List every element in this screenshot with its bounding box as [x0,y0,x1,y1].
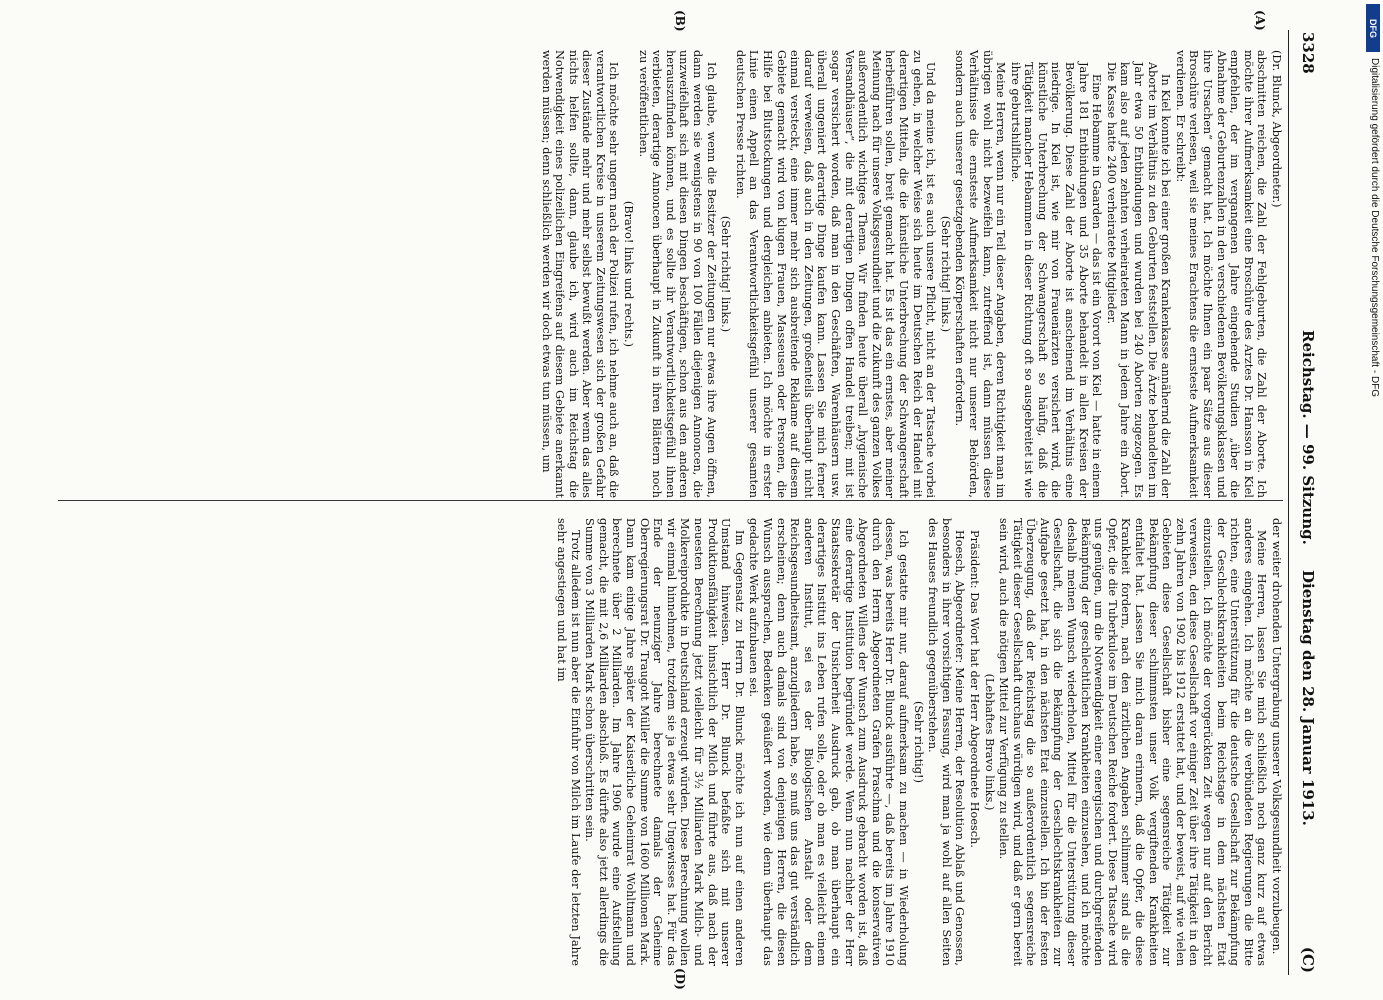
paragraph: Meine Herren, wenn nur ein Teil dieser Angaben, deren Richtigkeit man im übrigen wohl nicht bezweifeln kann, zutreffend ist, dann müssen diese Verhältnisse die ernsteste Aufmerksamkeit nicht nur unserer Behörden, sondern auch unserer gesetzgebenden Körperschaften erfordern. [953,50,1008,498]
paragraph: Hoesch, Abgeordneter: Meine Herren, der Resolution Ablaß und Genossen, besonders in ihrer vorsichtigen Fassung, wird man ja wohl auf allen Seiten des Hauses freundlich gegenüberstehen. [926,518,967,966]
margin-mark-b: (B) [673,10,687,32]
paragraph: Ich glaube, wenn die Besitzer der Zeitungen nur etwas ihre Augen öffnen, dann werden sie wenigstens in 90 von 100 Fällen diejenigen Annoncen, die unzweifelhaft sich mit diesen Dingen beschäftigen, schon aus den anderen herauszufinden können, und es sollte ihr Verantwortlichkeitsgefühl ihnen verbieten, derartige Annoncen überhaupt in Zukunft in ihren Blättern noch zu veröffentlichen. [636,50,718,498]
paragraph: Eine Hebamme in Gaarden — das ist ein Vorort von Kiel — hatte in einem Jahre 181 Entbindungen und 35 Aborte behandelt in allen Kreisen der Bevölkerung. Diese Zahl der Aborte ist anscheinend im Verhältnis eine niedrige. In Kiel ist, wie mir von Frauenärzten versichert wird, die künstliche Unterbrechung der Schwangerschaft so häufig, daß die Tätigkeit mancher Hebammen in dieser Richtung oft so ausgebreitet ist wie ihre geburtshilfliche. [1008,62,1104,498]
paragraph: (Sehr richtig! links.) [938,215,952,333]
digitization-note: Digitalisierung gefördert durch die Deutsche Forschungsgemeinschaft - DFG [1369,58,1380,398]
paragraph: (Bravo! links und rechts.) [622,200,636,348]
dfg-logo: DFG [1366,4,1380,52]
session-date: Dienstag den 28. Januar 1913. [1299,570,1317,826]
right-column [58,518,1283,966]
paragraph: In Kiel konnte ich bei einer großen Krankenkasse annähernd die Zahl der Aborte im Verhältnis zu den Geburten feststellen. Die Ärzte behandelten im Jahr etwa 50 Entbindungen und wurden bei 240 Aborten zugezogen. Es kam also auf jeden zehnten verheirateten Mann in jedem Jahre ein Abort. Die Kasse hatte 2400 verheiratete Mitglieder. [1104,62,1173,498]
paragraph: Ich gestatte mir nur, darauf aufmerksam zu machen — in Wiederholung dessen, was bereits Herr Dr. Blunck ausführte —, daß bereits im Jahre 1910 durch den Herrn Abgeordneten Grafen Praschma und die konservativen Abgeordneten Willens der Wunsch zum Ausdruck gebracht worden ist, daß eine derartige Institution begründet werde. Wenn nun nachher der Herr Staatssekretär der Unsicherheit Ausdruck gab, ob man überhaupt ein derartiges Institut ins Leben rufen solle, oder ob man es vielleicht einem anderen Institut, sei es der Biologischen Anstalt oder dem Reichsgesundheitsamt, anzugliedern habe, so muß uns das gut verständlich erscheinen; denn auch damals sind von denjenigen Herren, die diesen Wunsch aussprachen, Bedenken geäußert worden, wie denn überhaupt das gedachte Werk aufzubauen sei. [747,518,910,966]
paragraph: Meine Herren, lassen Sie mich schließlich noch ganz kurz auf etwas anderes eingehen. Ich möchte an die verbündeten Regierungen die Bitte richten, eine Unterstützung für die deutsche Gesellschaft zur Bekämpfung der Geschlechtskrankheiten beim Reichstage in dem nächsten Etat einzustellen. Ich möchte der vorgerückten Zeit wegen nur auf den Bericht verweisen, den diese Gesellschaft vor einiger Zeit über ihre Tätigkeit in den zehn Jahren von 1902 bis 1912 erstattet hat, und der beweist, auf wie vielen Gebieten diese Gesellschaft bisher eine segensreiche Tätigkeit zur Bekämpfung dieser schlimmsten unser Volk vergiftenden Krankheiten entfaltet hat. Lassen Sie mich daran erinnern, daß die Opfer, die diese Krankheit fordern, nach den ärztlichen Angaben schlimmer sind als die Opfer, die die Tuberkulose im Deutschen Reiche fordert. Diese Tatsache wird uns genügen, um die Notwendigkeit einer energischen und durchgreifenden Bekämpfung der geschlechtlichen Krankheiten einzusehen, und ich möchte deshalb meinen Wunsch wiederholen, Mittel für die Unterstützung dieser Gesellschaft, die sich die Bekämpfung der Geschlechtskrankheiten zur Aufgabe gesetzt hat, in den nächsten Etat einzustellen. Ich bin der festen Überzeugung, daß der Reichstag die so außerordentlich segensreiche Tätigkeit dieser Gesellschaft durchaus würdigen wird, und daß er gern bereit sein wird, auch die nötigen Mittel zur Verfügung zu stellen. [997,518,1269,966]
session-title: Reichstag. — 99. Sitzung. [1299,330,1317,545]
paragraph: (Dr. Blunck, Abgeordneter.) [1270,50,1283,208]
paragraph: der weiter drohenden Untergrabung unserer Volksgesundheit vorzubeugen. [1270,518,1283,955]
paragraph: Trotz alledem ist nun aber die Einfuhr von Milch im Laufe der letzten Jahre sehr angestiegen und hat im [555,518,582,966]
margin-mark-a: (A) [1253,10,1267,31]
paragraph: (Sehr richtig!) [911,700,925,783]
paragraph: Präsident: Das Wort hat der Herr Abgeordnete Hoesch. [967,530,981,848]
column-divider [58,500,1283,501]
paragraph: (Sehr richtig! links.) [719,215,733,333]
margin-mark-d: (D) [673,968,687,990]
page-header [1288,30,1327,975]
paragraph: Im Gegensatz zu Herrn Dr. Blunck möchte ich nun auf einen anderen Umstand hinweisen. Herr Dr. Blunck befaßte sich mit unserer Produktionsfähigkeit hinsichtlich der Milch und führte aus, daß nach der neuesten Berechnung jetzt vielleicht für 3½ Milliarden Mark Milch- und Molkereiprodukte in Deutschland erzeugt würden. Diese Berechnung wollen wir einmal hinnehmen, trotzdem sie ja etwas sehr Ungewisses hat. Für das Ende der neunziger Jahre berechnete damals der Geheime Oberregierungsrat Dr. Traugott Müller die Summe von 1600 Millionen Mark. Dann kam einige Jahre später der Kaiserliche Geheimrat Wohltmann und berechnete über 2 Milliarden. Im Jahre 1906 wurde eine Aufstellung gemacht, die mit 2,6 Milliarden abschloß. Es dürfte also jetzt allerdings die Summe von 3 Milliarden Mark schon überschritten sein. [583,518,746,966]
document-page [52,10,1327,990]
paragraph: (Lebhaftes Bravo links.) [982,673,996,811]
left-column [58,50,1283,498]
paragraph: Ich möchte sehr ungern nach der Polizei rufen, ich nehme auch an, daß die verantwortlichen Kreise in unserem Zeitungswesen sich der großen Gefahr dieser Zustände mehr und mehr selbst bewußt werden. Aber wenn das alles nichts helfen sollte, dann, glaube ich, wird auch im Reichstag die Notwendigkeit eines polizeilichen Eingreifens auf diesem Gebiete anerkannt werden müssen; denn schließlich werden wir doch etwas tun müssen, um [539,50,621,498]
margin-mark-c-top: (C) [1299,946,1317,973]
page-number: 3328 [1299,32,1317,74]
paragraph: Und da meine ich, ist es auch unsere Pflicht, nicht an der Tatsache vorbei zu gehen, in welcher Weise sich heute im Deutschen Reich der Handel mit derartigen Mitteln, die die künstliche Unterbrechung der Schwangerschaft herbeiführen sollen, breit gemacht hat. Es ist das ein ernstes, aber meiner Meinung nach für unsere Volksgesundheit und die Zukunft des ganzen Volkes außerordentlich wichtiges Thema. Wir finden heute überall „hygienische Versandhäuser“, die mit derartigen Dingen offen Handel treiben; mit ist sogar versichert worden, daß man in den Geschäften, Warenhäusern usw. überall ungeniert derartige Dinge kaufen kann. Lassen Sie mich ferner darauf verweisen, daß auch in den Zeitungen, großenteils überhaupt nicht einmal versteckt, eine immer mehr sich ausbreitende Reklame auf diesem Gebiete gemacht wird von klugen Frauen, Masseusen oder Personen, die Hilfe bei Blutstockungen und dergleichen anbieten. Ich möchte in erster Linie einen Appell an das Verantwortlichkeitsgefühl unserer gesamten deutschen Presse richten. [733,50,938,498]
paragraph: abschnitten reichen, die Zahl der Fehlgeburten, die Zahl der Aborte. Ich möchte ihrer Aufmerksamkeit eine Broschüre des Arztes Dr. Hansson in Kiel empfehlen, der im vergangenen Jahre eingehende Studien „über die Abnahme der Geburtenzahlen in den verschiedenen Bevölkerungsklassen und ihre Ursachen“ gemacht hat. Ich möchte Ihnen ein paar Sätze aus dieser Broschüre verlesen, weil sie meines Erachtens die ernsteste Aufmerksamkeit verdienen. Er schreibt: [1173,50,1269,498]
